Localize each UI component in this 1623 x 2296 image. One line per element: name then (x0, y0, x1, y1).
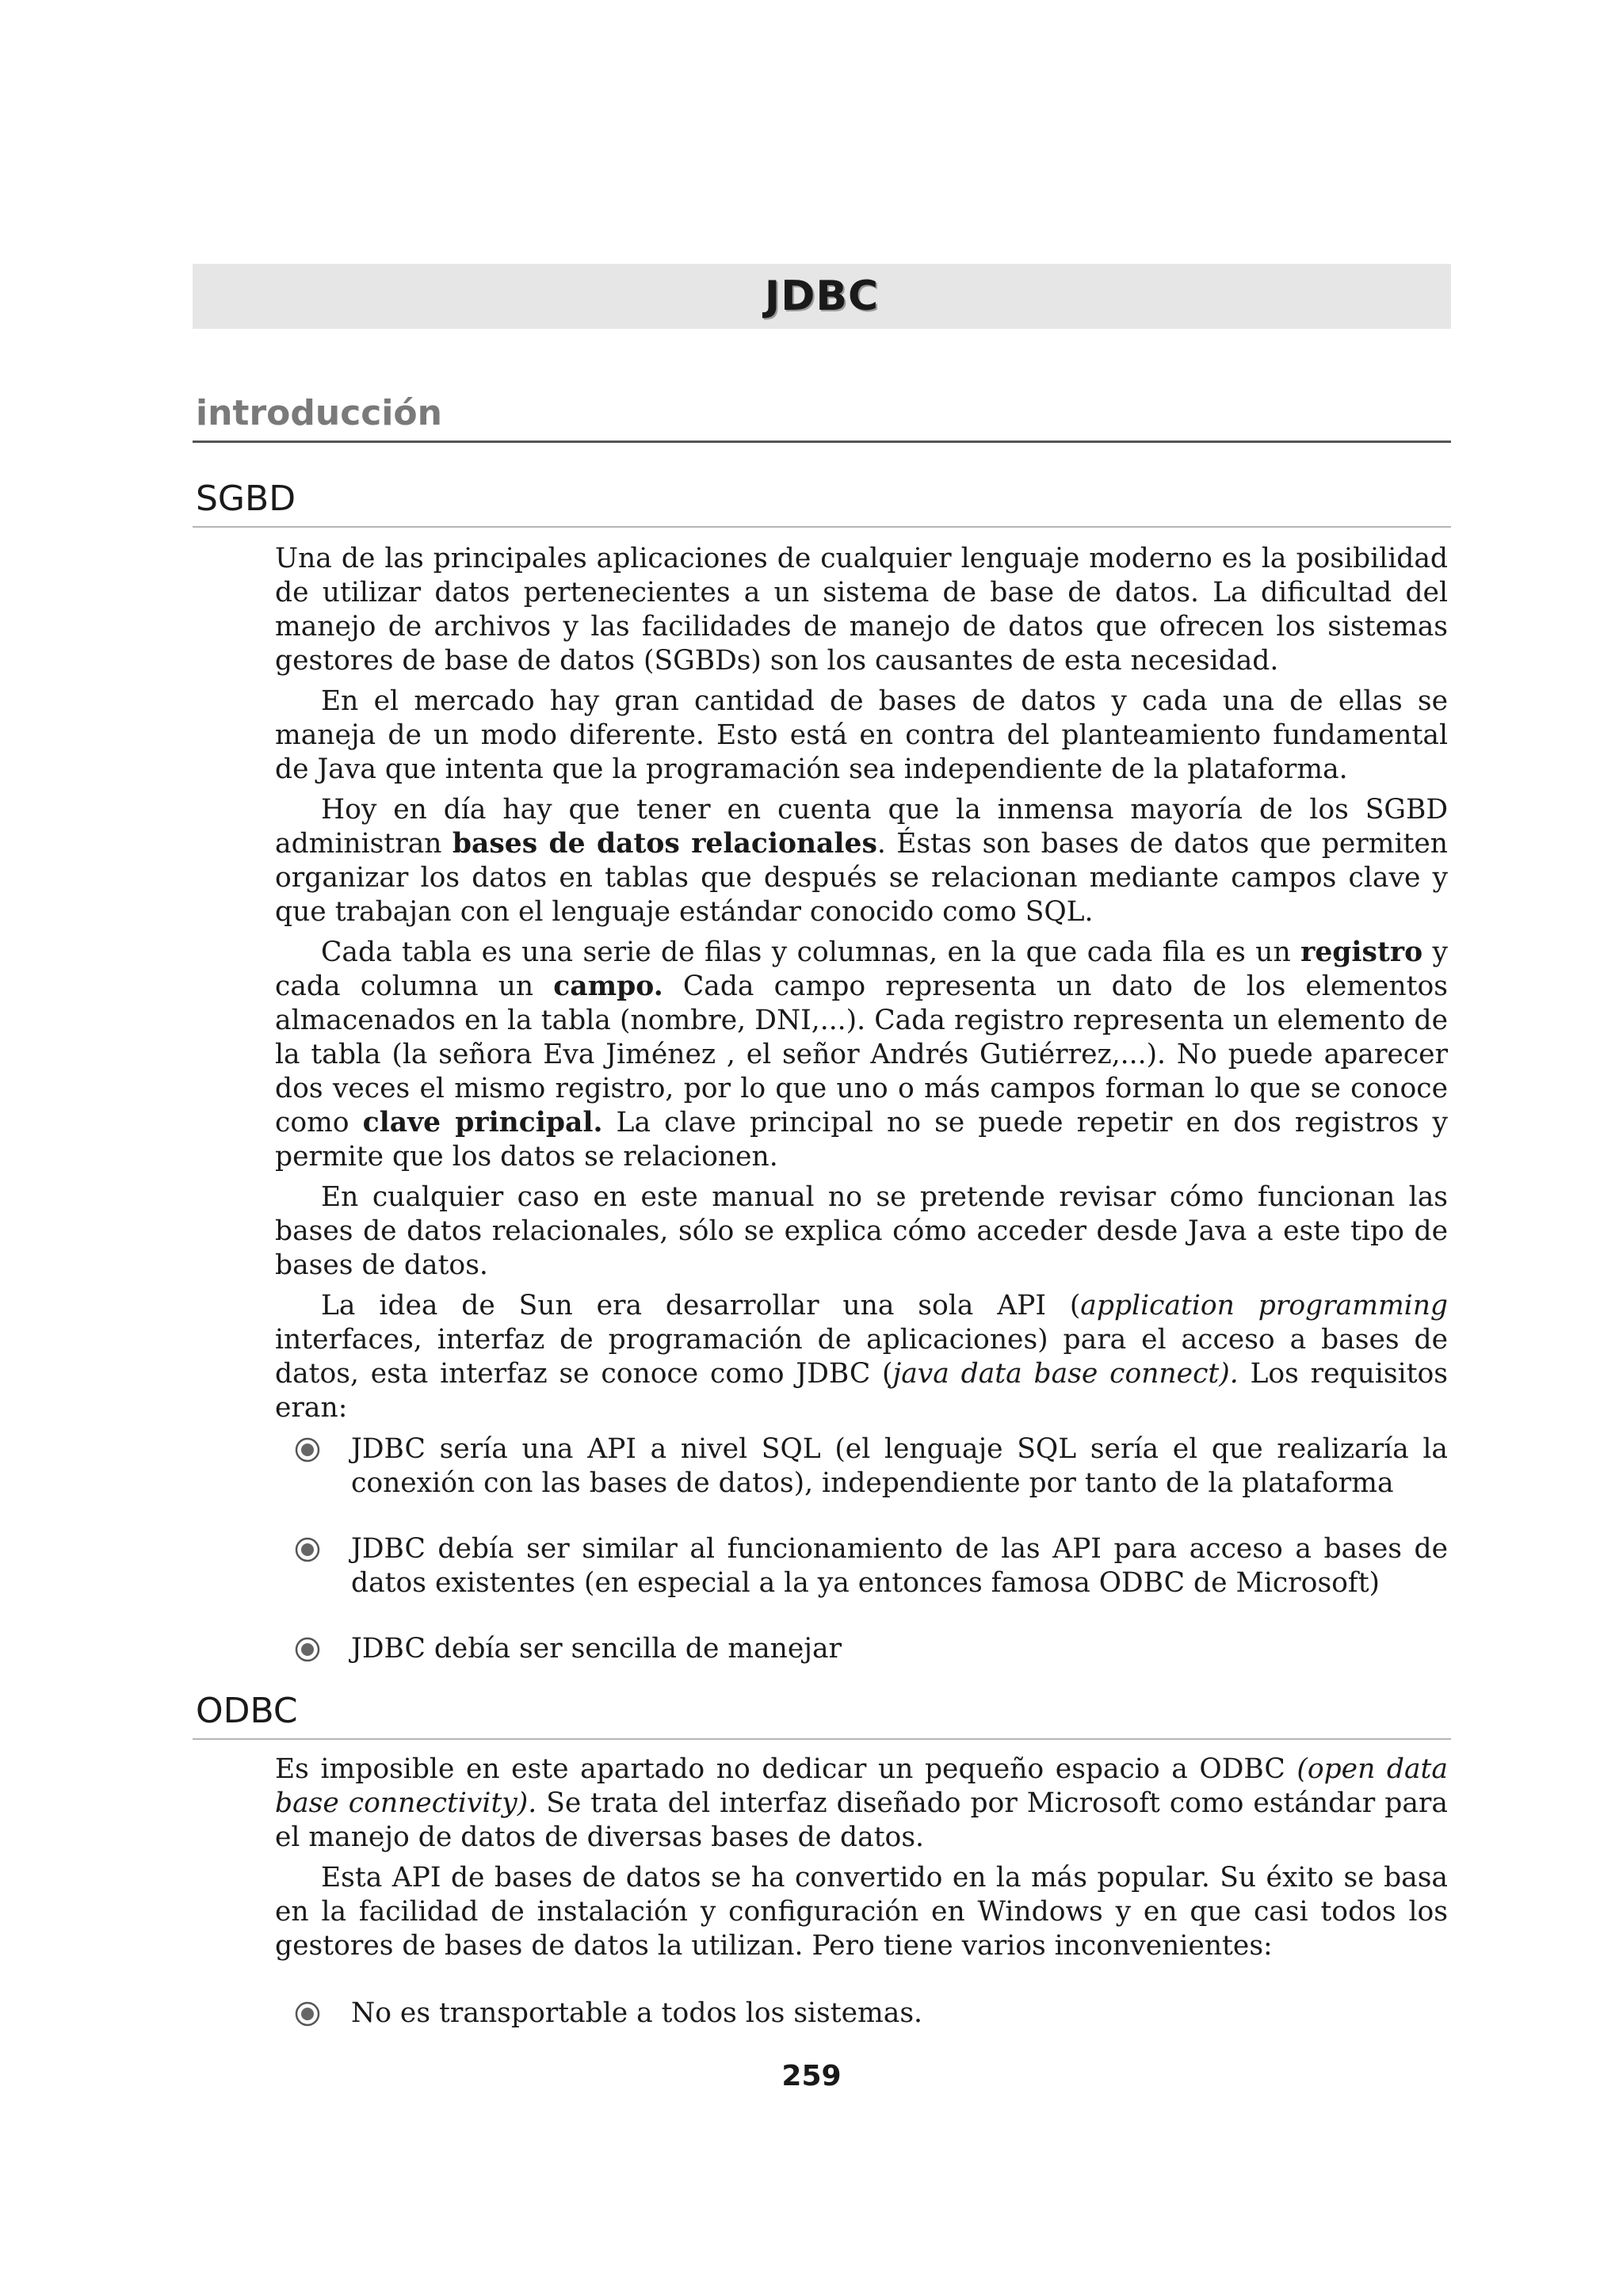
subsection-title-odbc: ODBC (196, 1691, 298, 1731)
section-rule (193, 441, 1451, 443)
list-item: JDBC debía ser sencilla de manejar (275, 1632, 1448, 1666)
sgbd-body (275, 542, 1448, 1449)
odbc-drawbacks-list (275, 1997, 1448, 2062)
paragraph: En el mercado hay gran cantidad de bases de datos y cada una de ellas se maneja de un modo diferente. Esto está en contra del planteamiento fundamental de Java que intenta que la programación sea independiente de la plataforma. (275, 685, 1448, 785)
radio-bullet-icon (275, 1432, 351, 1466)
term-registro: registro (1300, 936, 1423, 968)
chapter-header (193, 264, 1451, 329)
subsection-title-sgbd: SGBD (196, 479, 296, 519)
term-clave-principal: clave principal. (362, 1107, 603, 1138)
radio-bullet-icon (275, 1997, 351, 2031)
paragraph: Hoy en día hay que tener en cuenta que la inmensa mayoría de los SGBD administran bases de datos relacionales. Éstas son bases de datos que permiten organizar los datos en tablas que después se relacionan mediante campos clave y que trabajan con el lenguaje estándar conocido como SQL. (275, 794, 1448, 928)
paragraph: En cualquier caso en este manual no se pretende revisar cómo funcionan las bases de datos relacionales, sólo se explica cómo acceder desde Java a este tipo de bases de datos. (275, 1181, 1448, 1281)
subsection-rule-odbc (193, 1738, 1451, 1740)
list-item: JDBC debía ser similar al funcionamiento de las API para acceso a bases de datos existentes (en especial a la ya entonces famosa ODBC de Microsoft) (275, 1532, 1448, 1600)
paragraph: La idea de Sun era desarrollar una sola API (application programming interfaces, interfaz de programación de aplicaciones) para el acceso a bases de datos, esta interfaz se conoce como JDBC (java data base connect). Los requisitos eran: (275, 1290, 1448, 1424)
radio-bullet-icon (275, 1532, 351, 1566)
subsection-rule-sgbd (193, 526, 1451, 528)
paragraph: Cada tabla es una serie de filas y columnas, en la que cada fila es un registro y cada columna un campo. Cada campo representa un dato de los elementos almacenados en la tabla (nombre, DNI,...). Cada registro representa un elemento de la tabla (la señora Eva Jiménez , el señor Andrés Gutiérrez,...). No puede aparecer dos veces el mismo registro, por lo que uno o más campos forman lo que se conoce como clave principal. La clave principal no se puede repetir en dos registros y permite que los datos se relacionen. (275, 936, 1449, 1173)
paragraph: Es imposible en este apartado no dedicar un pequeño espacio a ODBC (open data base connectivity). Se trata del interfaz diseñado por Microsoft como estándar para el manejo de datos de diversas bases de datos. (275, 1753, 1448, 1853)
paragraph: Una de las principales aplicaciones de cualquier lenguaje moderno es la posibilidad de utilizar datos pertenecientes a un sistema de base de datos. La dificultad del manejo de archivos y las facilidades de manejo de datos que ofrecen los sistemas gestores de base de datos (SGBDs) son los causantes de esta necesidad. (275, 543, 1448, 677)
sgbd-requirements-list (275, 1432, 1448, 1698)
term-campo: campo. (553, 971, 663, 1002)
odbc-body (275, 1753, 1448, 1970)
radio-bullet-icon (275, 1632, 351, 1666)
term-bases-relacionales: bases de datos relacionales (452, 828, 877, 860)
paragraph: Esta API de bases de datos se ha convertido en la más popular. Su éxito se basa en la facilidad de instalación y configuración en Windows y en que casi todos los gestores de bases de datos la utilizan. Pero tiene varios inconvenientes: (275, 1862, 1448, 1962)
page-number: 259 (781, 2060, 842, 2092)
chapter-title: JDBC (764, 273, 880, 320)
list-item: JDBC sería una API a nivel SQL (el lenguaje SQL sería el que realizaría la conexión con las bases de datos), independiente por tanto de la plataforma (275, 1432, 1448, 1501)
section-title: introducción (196, 393, 442, 433)
list-item: No es transportable a todos los sistemas. (275, 1997, 1448, 2031)
